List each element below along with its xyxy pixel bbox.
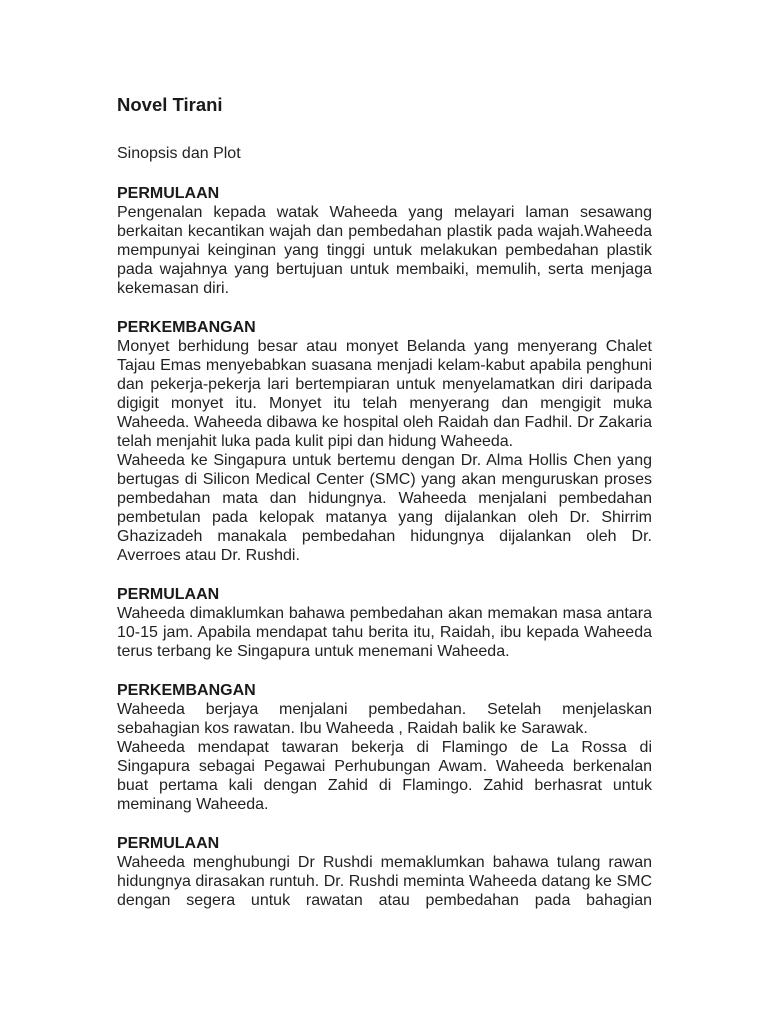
document-subtitle: Sinopsis dan Plot bbox=[117, 145, 241, 162]
document-page bbox=[117, 94, 652, 910]
section-paragraph: Monyet berhidung besar atau monyet Belanda yang menyerang Chalet Tajau Emas menyebabkan suasana menjadi kelam-kabut apabila penghuni dan pekerja-pekerja lari bertempiaran untuk menyelamatkan diri daripada digigit monyet itu. Monyet itu telah menyerang dan mengigit muka Waheeda. Waheeda dibawa ke hospital oleh Raidah dan Fadhil. Dr Zakaria telah menjahit luka pada kulit pipi dan hidung Waheeda. bbox=[117, 338, 652, 450]
section-paragraph: Waheeda mendapat tawaran bekerja di Flamingo de La Rossa di Singapura sebagai Pegawai Perhubungan Awam. Waheeda berkenalan buat pertama kali dengan Zahid di Flamingo. Zahid berhasrat untuk meminang Waheeda. bbox=[117, 739, 652, 813]
section-permulaan-3 bbox=[117, 834, 652, 910]
section-heading: PERKEMBANGAN bbox=[117, 319, 256, 336]
section-heading: PERMULAAN bbox=[117, 586, 220, 603]
section-perkembangan-1 bbox=[117, 318, 652, 565]
section-paragraph: Waheeda menghubungi Dr Rushdi memaklumkan bahawa tulang rawan hidungnya dirasakan runtuh. Dr. Rushdi meminta Waheeda datang ke SMC dengan segera untuk rawatan atau pembedahan pada bahagian bbox=[117, 854, 652, 909]
section-paragraph: Waheeda berjaya menjalani pembedahan. Setelah menjelaskan sebahagian kos rawatan. Ibu Waheeda , Raidah balik ke Sarawak. bbox=[117, 701, 652, 737]
section-heading: PERMULAAN bbox=[117, 185, 220, 202]
section-perkembangan-2 bbox=[117, 681, 652, 814]
section-permulaan-2 bbox=[117, 585, 652, 661]
section-permulaan-1 bbox=[117, 184, 652, 298]
section-heading: PERMULAAN bbox=[117, 835, 220, 852]
section-heading: PERKEMBANGAN bbox=[117, 682, 256, 699]
section-paragraph: Waheeda dimaklumkan bahawa pembedahan akan memakan masa antara 10-15 jam. Apabila mendapat tahu berita itu, Raidah, ibu kepada Waheeda terus terbang ke Singapura untuk menemani Waheeda. bbox=[117, 605, 652, 660]
section-paragraph: Pengenalan kepada watak Waheeda yang melayari laman sesawang berkaitan kecantikan wajah dan pembedahan plastik pada wajah.Waheeda mempunyai keinginan yang tinggi untuk melakukan pembedahan plastik pada wajahnya yang bertujuan untuk membaiki, memulih, serta menjaga kekemasan diri. bbox=[117, 204, 652, 297]
section-paragraph: Waheeda ke Singapura untuk bertemu dengan Dr. Alma Hollis Chen yang bertugas di Silicon Medical Center (SMC) yang akan menguruskan proses pembedahan mata dan hidungnya. Waheeda menjalani pembedahan pembetulan pada kelopak matanya yang dijalankan oleh Dr. Shirrim Ghazizadeh manakala pembedahan hidungnya dijalankan oleh Dr. Averroes atau Dr. Rushdi. bbox=[117, 452, 652, 564]
document-title: Novel Tirani bbox=[117, 94, 223, 115]
